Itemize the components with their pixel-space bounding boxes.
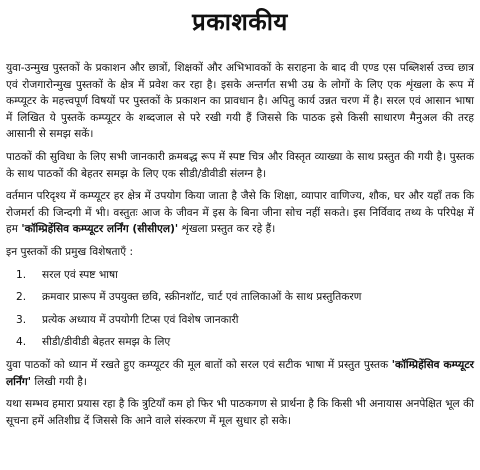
book-purpose-end: लिखी गयी है। bbox=[31, 375, 87, 388]
list-item bbox=[6, 334, 474, 351]
series-paragraph-end: शृंखला प्रस्तुत कर रहे हैं। bbox=[178, 223, 276, 236]
list-item-number: 3. bbox=[16, 313, 27, 326]
series-paragraph-start: वर्तमान परिदृश्य में कम्प्यूटर हर क्षेत्र में उपयोग किया जाता है जैसे कि शिक्षा, व्यापार वाणिज्य, शौक, घर और यहाँ तक कि रोजमर्रा की जिन्दगी में भी। वस्तुतः आज के जीवन में इस के बिना जीना सोच नहीं सकते। इस निर्विवाद तथ्य के परिपेक्ष में हम bbox=[6, 190, 474, 236]
book-purpose-paragraph bbox=[6, 357, 474, 390]
list-item-number: 1. bbox=[16, 268, 27, 281]
book-purpose-start: युवा पाठकों को ध्यान में रखते हुए कम्प्यूटर की मूल बातों को सरल एवं सटीक भाषा में प्रस्तुत पुस्तक bbox=[6, 358, 392, 371]
series-paragraph bbox=[6, 188, 474, 238]
list-item bbox=[6, 289, 474, 306]
features-list bbox=[6, 267, 474, 351]
features-heading: इन पुस्तकों की प्रमुख विशेषताएँ : bbox=[6, 245, 134, 258]
book-name-bold: 'कॉम्प्रिहेंसिव कम्प्यूटर लर्निंग' bbox=[6, 358, 474, 388]
list-item-text: क्रमवार प्रारूप में उपयुक्त छवि, स्क्रीनशॉट, चार्ट एवं तालिकाओं के साथ प्रस्तुतिकरण bbox=[42, 291, 362, 304]
series-name-bold: 'कॉम्प्रिहेंसिव कम्प्यूटर लर्निंग (सीसीएल)' bbox=[21, 223, 179, 236]
errata-paragraph: यथा सम्भव हमारा प्रयास रहा है कि त्रुटियाँ कम हो फिर भी पाठकगण से प्रार्थना है कि किसी भी अनायास अनपेक्षित भूल की सूचना हमें अतिशीघ्र दें जिससे कि आने वाले संस्करण में मूल सुधार हो सके। bbox=[6, 398, 474, 427]
list-item bbox=[6, 267, 474, 284]
list-item-number: 4. bbox=[16, 336, 27, 349]
list-item-text: प्रत्येक अध्याय में उपयोगी टिप्स एवं विशेष जानकारी bbox=[42, 313, 239, 326]
list-item-number: 2. bbox=[16, 291, 27, 304]
list-item-text: सीडी/डीवीडी बेहतर समझ के लिए bbox=[42, 336, 171, 349]
reader-convenience-paragraph: पाठकों की सुविधा के लिए सभी जानकारी क्रमबद्ध रूप में स्पष्ट चित्र और विस्तृत व्याख्या के साथ प्रस्तुत की गयी है। पुस्तक के साथ पाठकों की बेहतर समझ के लिए एक सीडी/डीवीडी संलग्न है। bbox=[6, 150, 474, 180]
intro-paragraph: युवा-उन्मुख पुस्तकों के प्रकाशन और छात्रों, शिक्षकों और अभिभावकों के सराहना के बाद वी एण्ड एस पब्लिशर्स उच्च छात्र एवं रोजगारोन्मुख पुस्तकों के क्षेत्र में प्रवेश कर रहा है। इसके अन्तर्गत सभी उम्र के लोगों के लिए एक शृंखला के रूप में कम्प्यूटर के महत्त्वपूर्ण विषयों पर पुस्तकों के प्रकाशन का प्रावधान है। अपितु कार्य उन्नत चरण में है। सरल एवं आसान भाषा में लिखित ये पुस्तकें कम्प्यूटर के शब्दजाल से परे रखी गयी हैं जिससे कि पाठक इसे किसी साधारण मैनुअल की तरह आसानी से समझ सकें। bbox=[6, 62, 474, 141]
page-title: प्रकाशकीय bbox=[192, 8, 288, 36]
list-item-text: सरल एवं स्पष्ट भाषा bbox=[42, 268, 118, 281]
list-item bbox=[6, 312, 474, 329]
